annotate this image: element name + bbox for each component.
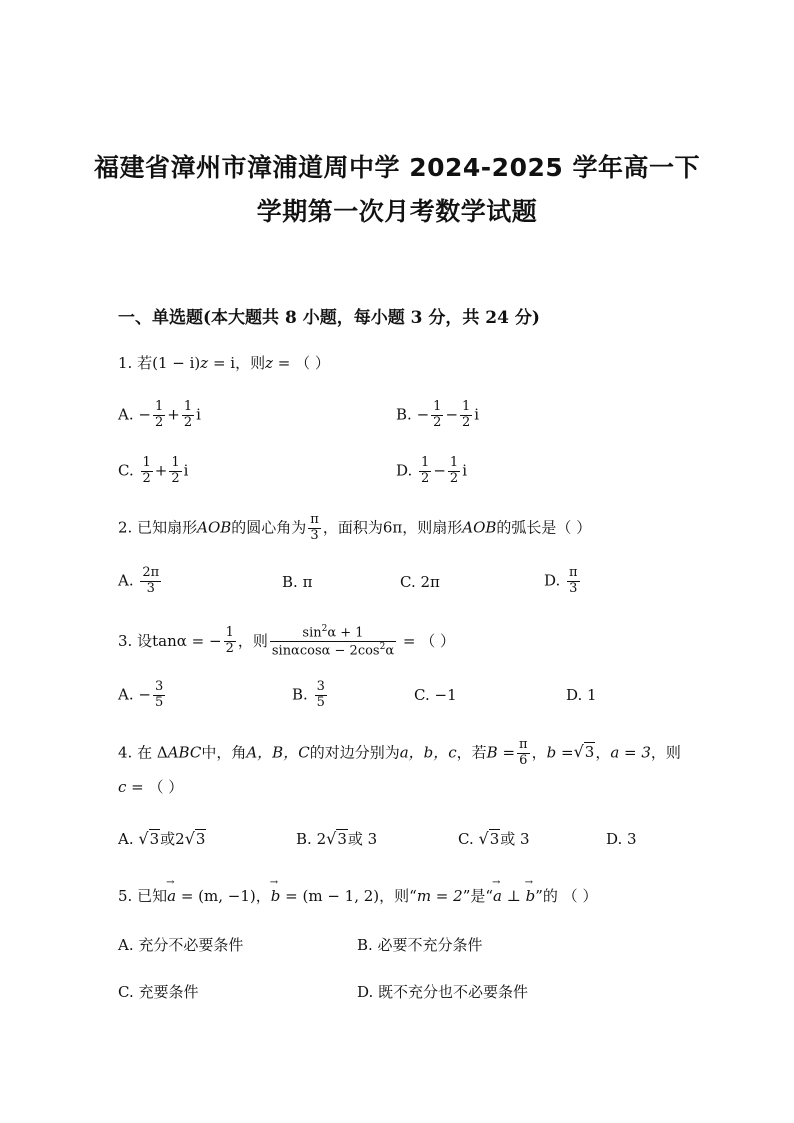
question-1 <box>118 352 330 373</box>
q4-option-c[interactable]: C. √ 3 或 3 <box>458 829 530 848</box>
vector-a: → a <box>167 887 176 905</box>
option-label: D. <box>606 830 623 848</box>
q1-tail: （ ） <box>290 354 330 372</box>
q3-text: 设 <box>137 631 153 650</box>
option-label: A. <box>118 685 134 704</box>
question-4-cont: c = （ ） <box>118 778 184 796</box>
q2-text: 已知扇形 <box>137 518 198 537</box>
vector-a: → a <box>493 887 502 905</box>
fraction: $\frac{1}{2}$ <box>433 399 442 430</box>
fraction: $\frac{\pi}{3}$ <box>310 512 319 543</box>
q4-tail: （ ） <box>148 778 184 796</box>
option-label: D. <box>396 461 413 480</box>
q3-text: ，则 <box>237 631 268 650</box>
option-label: C. <box>400 573 416 591</box>
q2-number: 2. <box>118 518 133 537</box>
q1-mid: ，则 <box>235 354 266 372</box>
option-value: 1 <box>587 686 597 704</box>
imag-unit: i <box>474 405 480 424</box>
q2-area: 6π <box>382 518 403 537</box>
fraction: $\frac{2\pi}{3}$ <box>142 565 160 596</box>
fraction: $\frac{1}{2}$ <box>225 625 234 657</box>
q2-text: ，面积为 <box>322 518 383 537</box>
q5-option-c[interactable]: C. 充要条件 <box>118 983 199 1001</box>
q2-option-a[interactable] <box>118 566 163 597</box>
q5-text: 已知 <box>137 887 168 905</box>
q4-text: ，则 <box>650 743 681 762</box>
question-4: 4. 在 ΔABC中，角A，B，C的对边分别为a，b，c，若B = $\frac{\pi}{6}$ ，b = √ 3 ，a = 3，则 <box>118 737 681 768</box>
q4-sides: a，b，c <box>399 743 457 762</box>
fraction: $\frac{1}{2}$ <box>142 455 151 486</box>
question-5: 5. 已知→ a = (m, −1)，→ b = (m − 1, 2)，则“m = 2”是“→ a ⊥ → b”的 （ ） <box>118 885 597 906</box>
fraction: $\frac{1}{2}$ <box>183 399 193 430</box>
q4-text: 的对边分别为 <box>309 743 400 762</box>
q2-option-b[interactable] <box>282 573 312 591</box>
q5-aval: = (m, −1) <box>176 887 256 905</box>
q2-option-c[interactable] <box>400 573 440 591</box>
q3-option-d[interactable] <box>566 686 597 704</box>
fraction: $\frac{3}{5}$ <box>154 679 164 710</box>
plus-sign: + <box>154 461 168 480</box>
vector-b: → b <box>526 887 536 905</box>
sqrt: √ 3 <box>138 829 160 848</box>
option-value: π <box>302 573 313 591</box>
vector-b: → b <box>271 887 281 905</box>
q1-option-d[interactable] <box>396 456 467 487</box>
sqrt: √ 3 <box>326 829 347 848</box>
minus-sign: − <box>416 405 430 424</box>
q3-eq: = <box>398 631 416 650</box>
sqrt: √ 3 <box>573 742 595 762</box>
option-label: D. <box>566 686 583 704</box>
question-3 <box>118 624 455 660</box>
q5-option-a[interactable]: A. 充分不必要条件 <box>118 936 244 954</box>
title-line-1: 福建省漳州市漳浦道周中学 2024-2025 学年高一下 <box>94 153 700 182</box>
q5-number: 5. <box>118 887 133 905</box>
q4-side-c: c <box>118 778 127 796</box>
fraction: $\frac{1}{2}$ <box>171 455 180 486</box>
q1-option-a[interactable] <box>118 400 201 431</box>
minus-sign: − <box>445 405 459 424</box>
option-value: −1 <box>434 686 457 704</box>
imag-unit: i <box>196 405 201 424</box>
option-label: D. <box>544 571 561 590</box>
section-heading-single-choice: 一、单选题(本大题共 8 小题，每小题 3 分，共 24 分) <box>118 308 540 328</box>
q1-text: 若 <box>137 354 153 372</box>
q1-option-c[interactable] <box>118 456 188 487</box>
q4-side-a: a = 3 <box>610 743 651 762</box>
q5-text: ，则“ <box>379 887 417 905</box>
fraction: $\frac{1}{2}$ <box>449 455 459 486</box>
q2-text: ，则扇形 <box>402 518 463 537</box>
q4-angle-b: B <box>486 743 498 762</box>
option-label: C. <box>458 830 474 848</box>
option-label: A. <box>118 405 134 424</box>
fraction: $\frac{1}{2}$ <box>421 455 430 486</box>
q1-eq: = i <box>208 354 236 372</box>
q5-option-b[interactable]: B. 必要不充分条件 <box>357 936 483 954</box>
q4-number: 4. <box>118 743 133 762</box>
option-label: B. <box>296 830 312 848</box>
expression-fraction: $\frac{\sin^2\alpha + 1}{\sin\alpha\cos\alpha - 2\cos^2\alpha}$ <box>271 624 395 659</box>
q4-option-b[interactable]: B. 2 √ 3 或 3 <box>296 829 378 848</box>
q3-number: 3. <box>118 631 133 650</box>
q1-askeq: = <box>273 354 291 372</box>
title-line-2: 学期第一次月考数学试题 <box>256 197 538 226</box>
imag-unit: i <box>183 461 189 480</box>
q4-angles: A，B，C <box>246 743 310 762</box>
fraction: $\frac{3}{5}$ <box>316 679 325 710</box>
q4-text: 在 Δ <box>137 743 168 762</box>
q1-cond: (1 − i) <box>152 354 201 372</box>
option-label: A. <box>118 571 134 590</box>
fraction: $\frac{1}{2}$ <box>154 399 164 430</box>
fraction: $\frac{1}{2}$ <box>462 399 471 430</box>
q1-ask: z <box>265 354 273 372</box>
q5-option-d[interactable]: D. 既不充分也不必要条件 <box>357 983 529 1001</box>
q4-option-a[interactable]: A. √ 3 或2 √ 3 <box>118 829 206 848</box>
sqrt: √ 3 <box>184 829 206 848</box>
option-label: C. <box>118 461 134 480</box>
q3-tail: （ ） <box>420 631 456 650</box>
q2-option-d[interactable] <box>544 566 582 597</box>
q3-eq: = − <box>186 631 222 650</box>
q5-bval: = (m − 1, 2) <box>280 887 380 905</box>
minus-sign: − <box>433 461 446 480</box>
question-2 <box>118 513 591 544</box>
imag-unit: i <box>462 461 467 480</box>
q5-cond: m = 2 <box>416 887 463 905</box>
q4-option-d[interactable] <box>606 830 637 848</box>
plus-sign: + <box>167 405 180 424</box>
q4-text: 中，角 <box>201 743 247 762</box>
q1-z: z <box>200 354 209 372</box>
option-label: A. <box>118 830 134 848</box>
q2-text: 的弧长是（ ） <box>496 518 592 537</box>
q4-text: ，若 <box>456 743 487 762</box>
option-label: B. <box>292 685 308 704</box>
q2-aob: AOB <box>197 518 232 537</box>
q3-option-a[interactable] <box>118 680 167 711</box>
minus-sign: − <box>138 685 151 704</box>
q3-tan: tanα <box>152 631 187 650</box>
option-label: B. <box>282 573 298 591</box>
q2-text: 的圆心角为 <box>231 518 307 537</box>
perp-sign: ⊥ <box>501 887 526 905</box>
minus-sign: − <box>138 405 151 424</box>
option-value: 2π <box>420 573 440 591</box>
q4-side-b: b <box>546 743 557 762</box>
sqrt: √ 3 <box>478 829 500 848</box>
q5-text: ”是“ <box>462 887 494 905</box>
option-label: C. <box>414 686 430 704</box>
fraction: $\frac{\pi}{3}$ <box>569 565 578 596</box>
q3-option-c[interactable] <box>414 686 457 704</box>
q1-option-b[interactable] <box>396 400 479 431</box>
q2-aob: AOB <box>462 518 497 537</box>
q3-option-b[interactable] <box>292 680 329 711</box>
q1-number: 1. <box>118 354 133 372</box>
option-value: 3 <box>627 830 637 848</box>
q4-abc: ABC <box>167 743 202 762</box>
q5-text: ”的 （ ） <box>535 887 598 905</box>
option-label: B. <box>396 405 412 424</box>
fraction: $\frac{\pi}{6}$ <box>519 737 528 768</box>
